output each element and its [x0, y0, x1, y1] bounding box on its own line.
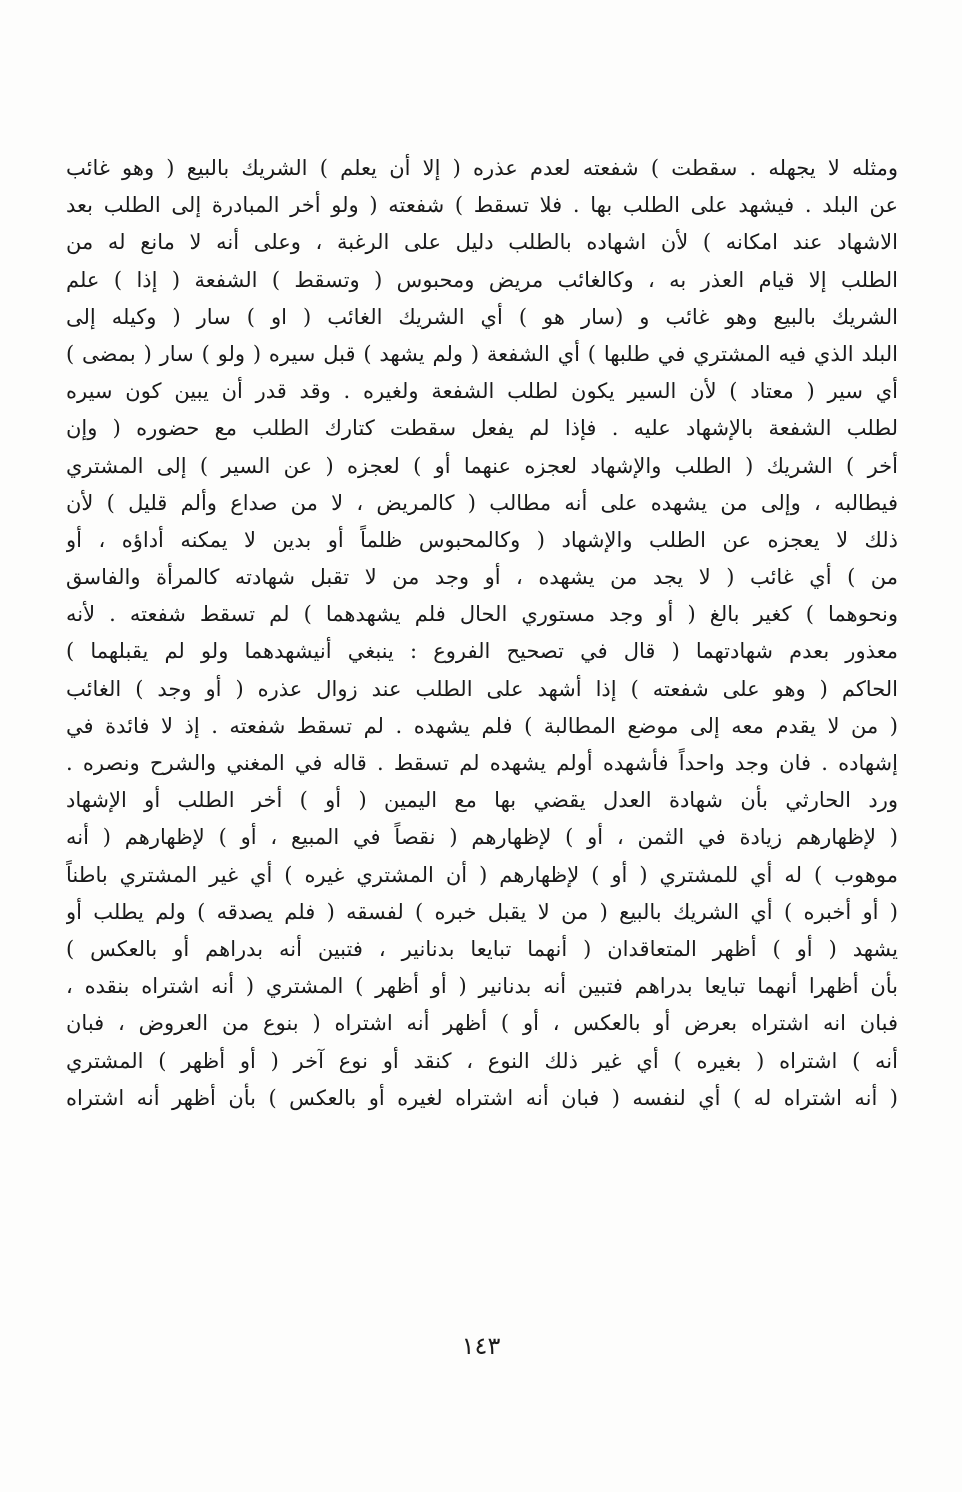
- text-line: ( لإظهارهم زيادة في الثمن ، أو ) لإظهارهم ( نقصاً في المبيع ، أو ) لإظهارهم ( أنه: [66, 825, 898, 850]
- text-line: أي سير ( معتاد ) لأن السير يكون لطلب الشفعة ولغيره . وقد قدر أن يبين كون سيره: [66, 379, 898, 404]
- text-line: معذور بعدم شهادتهما ( قال في تصحيح الفروع : ينبغي أنيشهدهما ولو لم يقبلهما ): [66, 639, 898, 664]
- text-line: فيطالبه ، وإلى من يشهده على أنه مطالب ( كالمريض ، لا من صداع وألم قليل ) لأن: [66, 490, 898, 515]
- text-line: يشهد ( أو ) أظهر المتعاقدان ( أنهما تبايعا بدنانير ، فتبين أنه بدراهم أو بالعكس ): [66, 936, 898, 961]
- text-line: إشهاده . فان وجد واحداً فأشهده أولم يشهده لم تسقط . قاله في المغني والشرح ونصره .: [66, 751, 898, 775]
- text-line: ( من لا يقدم معه إلى موضع المطالبة ) فلم يشهده . لم تسقط شفعته . إذ لا فائدة في: [66, 713, 898, 738]
- text-line: ونحوهما ) كغير بالغ ( أو وجد مستوري الحال فلم يشهدهما ) لم تسقط شفعته . لأنه: [66, 602, 898, 627]
- text-line: الاشهاد عند امكانه ) لأن اشهاده بالطلب دليل على الرغبة ، وعلى أنه لا مانع له من: [66, 230, 898, 255]
- text-line: بأن أظهرا أنهما تبايعا بدراهم فتبين أنه بدنانير ( أو أظهر ) المشتري ( أنه اشتراه بنقده ،: [66, 974, 898, 999]
- text-line: موهوب ) له أي للمشتري ( أو ) لإظهارهم ( أن المشتري غيره ) أي غير المشتري باطناً: [66, 862, 898, 887]
- text-line: ذلك لا يعجزه عن الطلب والإشهاد ( وكالمحبوس ظلماً أو بدين لا يمكنه أداؤه ، أو: [66, 527, 898, 552]
- text-line: الحاكم ( وهو على شفعته ) إذا أشهد على الطلب عند زوال عذره ( أو وجد ) الغائب: [66, 676, 898, 701]
- text-line: الشريك بالبيع وهو غائب و (سار هو ) أي الشريك الغائب ( او ) سار ( وكيله إلى: [66, 304, 898, 329]
- text-line: فبان انه اشتراه بعرض أو بالعكس ، أو ) أظهر أنه اشتراه ( بنوع من العروض ، فبان: [66, 1011, 898, 1036]
- text-line: أخر ) الشريك ( الطلب والإشهاد لعجزه عنهما أو ) لعجزه ( عن السير ) إلى المشتري: [66, 453, 898, 478]
- arabic-text-body: [66, 150, 898, 1117]
- text-line: عن البلد . فيشهد على الطلب بها . فلا تسقط ) شفعته ( ولو أخر المبادرة إلى الطلب بعد: [66, 193, 898, 218]
- text-line: ( أنه اشتراه له ) أي لنفسه ( فبان أنه اشتراه لغيره أو بالعكس ) بأن أظهر أنه اشتراه: [66, 1085, 898, 1110]
- text-line: من ) أي غائب ( لا يجد من يشهده ، أو وجد من لا تقبل شهادته كالمرأة والفاسق: [66, 565, 898, 590]
- text-line: ورد الحارثي بأن شهادة العدل يقضي بها مع اليمين ( أو ) أخر الطلب أو الإشهاد: [66, 788, 898, 813]
- text-line: ومثله لا يجهله . سقطت ) شفعته لعدم عذره ( إلا أن يعلم ) الشريك بالبيع ( وهو غائب: [66, 156, 898, 180]
- text-line: الطلب إلا قيام العذر به ، وكالغائب مريض ومحبوس ( وتسقط ) الشفعة ( إذا ) علم: [66, 267, 898, 292]
- text-line: ( أو أخبره ) أي الشريك بالبيع ( من لا يقبل خبره ) لفسقه ( فلم يصدقه ) ولم يطلب أو: [66, 899, 898, 924]
- text-line: البلد الذي فيه المشتري في طلبها ) أي الشفعة ( ولم يشهد ) قبل سيره ( ولو ) سار ( بمضى ): [66, 341, 898, 366]
- text-line: أنه ) اشتراه ( بغيره ) أي غير ذلك النوع ، كنقد أو نوع آخر ( أو أظهر ) المشتري: [66, 1048, 898, 1073]
- text-line: لطلب الشفعة بالإشهاد عليه . فإذا لم يفعل سقطت كتارك الطلب مع حضوره ( وإن: [66, 416, 898, 441]
- page-number: ١٤٣: [461, 1332, 501, 1360]
